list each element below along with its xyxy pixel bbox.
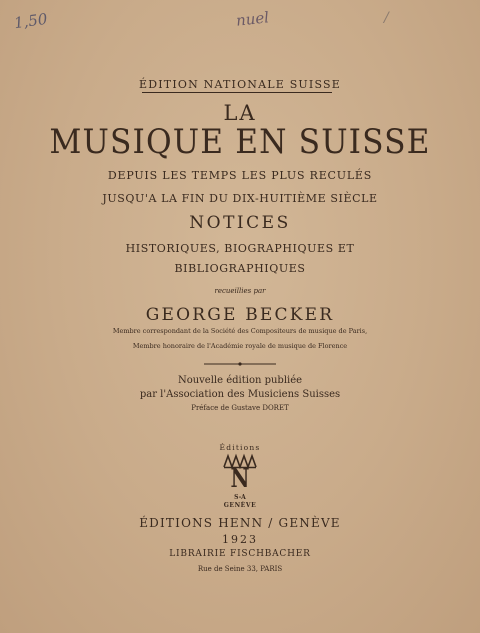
bookshop-name: LIBRAIRIE FISCHBACHER — [169, 549, 311, 559]
publisher-monogram: N — [230, 464, 250, 494]
publication-year: 1923 — [222, 533, 258, 546]
pencil-price-note: 1,50 — [12, 9, 49, 33]
notices-heading: NOTICES — [189, 213, 291, 233]
edition-info-2: par l'Association des Musiciens Suisses — [139, 389, 341, 400]
pencil-word-note: nuel — [235, 8, 270, 30]
publisher-mark-top: Éditions — [219, 443, 261, 452]
notices-sub-2: BIBLIOGRAPHIQUES — [174, 262, 306, 275]
pencil-mark-note: / — [384, 10, 389, 26]
edition-line: ÉDITION NATIONALE SUISSE — [139, 78, 341, 91]
edition-info-1: Nouvelle édition publiée — [177, 375, 303, 386]
main-title: MUSIQUE EN SUISSE — [49, 122, 431, 162]
publisher-name: ÉDITIONS HENN / GENÈVE — [139, 516, 341, 530]
preface-line: Préface de Gustave DORET — [191, 404, 289, 412]
subtitle-line-1: DEPUIS LES TEMPS LES PLUS RECULÉS — [107, 169, 373, 182]
author-role-2: Membre honoraire de l'Académie royale de musique de Florence — [132, 342, 348, 350]
collected-by: recueillies par — [214, 287, 266, 295]
publisher-sa: S-A — [234, 494, 246, 501]
publisher-city: GENÈVE — [223, 502, 257, 509]
subtitle-line-2: JUSQU'A LA FIN DU DIX-HUITIÈME SIÈCLE — [102, 192, 378, 205]
author-name: GEORGE BECKER — [145, 305, 335, 325]
bookshop-address: Rue de Seine 33, PARIS — [197, 565, 283, 573]
header-rule — [142, 92, 332, 93]
title-line-la: LA — [223, 101, 257, 125]
notices-sub-1: HISTORIQUES, BIOGRAPHIQUES ET — [125, 242, 355, 255]
ornamental-rule — [0, 360, 480, 368]
author-role-1: Membre correspondant de la Société des Compositeurs de musique de Paris, — [112, 327, 368, 335]
